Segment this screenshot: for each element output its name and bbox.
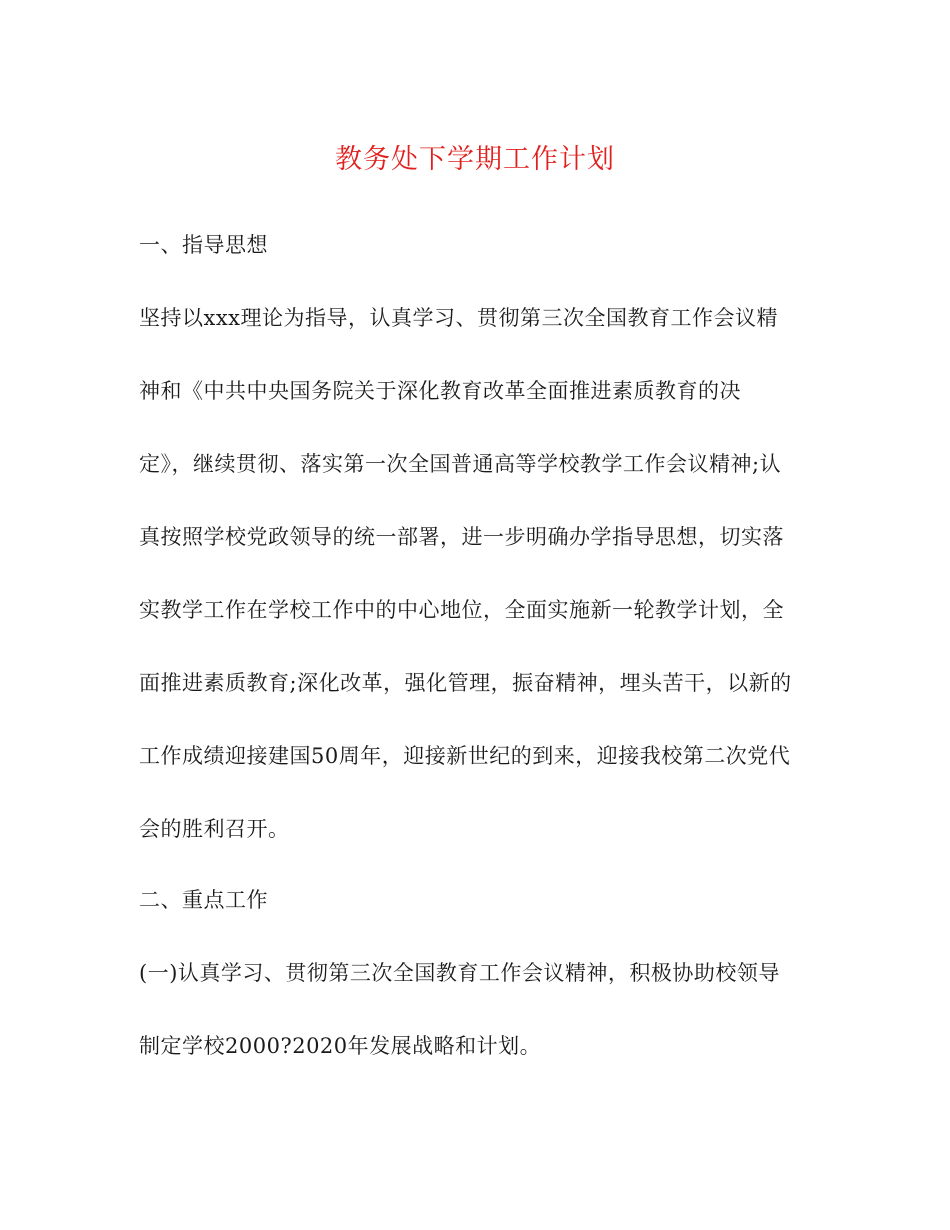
- paragraph-line: 会的胜利召开。: [139, 817, 290, 841]
- paragraph-line: 面推进素质教育;深化改革，强化管理，振奋精神，埋头苦干，以新的: [139, 671, 792, 695]
- document-title: 教务处下学期工作计划: [335, 144, 615, 175]
- paragraph-line: 制定学校2000?2020年发展战略和计划。: [139, 1034, 542, 1058]
- paragraph-line: 实教学工作在学校工作中的中心地位，全面实施新一轮教学计划，全: [139, 598, 784, 622]
- paragraph-line: 定》，继续贯彻、落实第一次全国普通高等学校教学工作会议精神;认: [139, 452, 782, 476]
- paragraph-line: 真按照学校党政领导的统一部署，进一步明确办学指导思想，切实落: [139, 525, 784, 549]
- paragraph-line: 神和《中共中央国务院关于深化教育改革全面推进素质教育的决: [139, 379, 741, 403]
- paragraph-line: 坚持以xxx理论为指导，认真学习、贯彻第三次全国教育工作会议精: [139, 306, 779, 330]
- paragraph-line: (一)认真学习、贯彻第三次全国教育工作会议精神，积极协助校领导: [139, 961, 780, 985]
- paragraph-line: 工作成绩迎接建国50周年，迎接新世纪的到来，迎接我校第二次党代: [139, 744, 791, 768]
- section-heading: 二、重点工作: [139, 888, 268, 912]
- section-heading: 一、指导思想: [139, 233, 268, 257]
